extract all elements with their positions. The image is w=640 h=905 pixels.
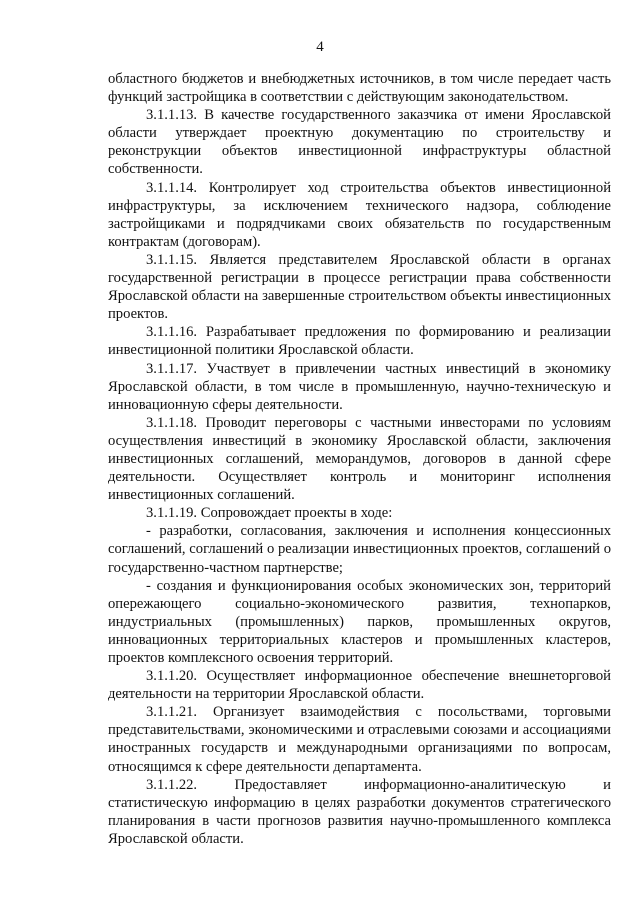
list-item-concessions: - разработки, согласования, заключения и исполнения концессионных соглашений, соглашений о реализации инвестиционных проектов, соглашений о государственно-частном партнерстве; [108,523,611,576]
page-number: 4 [316,39,324,55]
paragraph-3-1-1-22: 3.1.1.22. Предоставляет информационно-аналитическую и статистическую информацию в целях разработки документов стратегического планирования в части прогнозов развития научно-промышленного комплекса Ярославской области. [108,776,611,847]
paragraph-3-1-1-17: 3.1.1.17. Участвует в привлечении частных инвестиций в экономику Ярославской области, в том числе в промышленную, научно-техническую и инновационную сферы деятельности. [108,360,611,413]
document-body [108,70,611,848]
paragraph-3-1-1-20: 3.1.1.20. Осуществляет информационное обеспечение внешнеторговой деятельности на территории Ярославской области. [108,668,611,703]
paragraph-3-1-1-15: 3.1.1.15. Является представителем Ярославской области в органах государственной регистрации в процессе регистрации права собственности Ярославской области на завершенные строительством объекты инвестиционных проектов. [108,251,611,323]
paragraph-3-1-1-21: 3.1.1.21. Организует взаимодействия с посольствами, торговыми представительствами, экономическими и отраслевыми союзами и ассоциациями иностранных государств и международными организациями по вопросам, относящимся к сфере деятельности департамента. [108,704,611,775]
paragraph-3-1-1-18: 3.1.1.18. Проводит переговоры с частными инвесторами по условиям осуществления инвестиций в экономику Ярославской области, заключения инвестиционных соглашений, меморандумов, договоров в данной сфере деятельности. Осуществляет контроль и мониторинг исполнения инвестиционных соглашений. [108,414,611,504]
paragraph-3-1-1-14: 3.1.1.14. Контролирует ход строительства объектов инвестиционной инфраструктуры, за исключением технического надзора, соблюдение застройщиками и подрядчиками своих обязательств по государственным контрактам (договорам). [108,179,611,250]
list-item-economic-zones: - создания и функционирования особых экономических зон, территорий опережающего социально-экономического развития, технопарков, индустриальных (промышленных) парков, промышленных округов, инновационных территориальных кластеров и промышленных кластеров, проектов комплексного освоения территорий. [108,577,611,666]
paragraph-3-1-1-13: 3.1.1.13. В качестве государственного заказчика от имени Ярославской области утверждает проектную документацию по строительству и реконструкции объектов инвестиционной инфраструктуры областной собственности. [108,107,611,178]
paragraph-3-1-1-19: 3.1.1.19. Сопровождает проекты в ходе: [146,505,393,522]
paragraph-3-1-1-16: 3.1.1.16. Разрабатывает предложения по формированию и реализации инвестиционной политики Ярославской области. [108,324,611,359]
paragraph-continuation: областного бюджетов и внебюджетных источников, в том числе передает часть функций застройщика в соответствии с действующим законодательством. [108,71,611,106]
